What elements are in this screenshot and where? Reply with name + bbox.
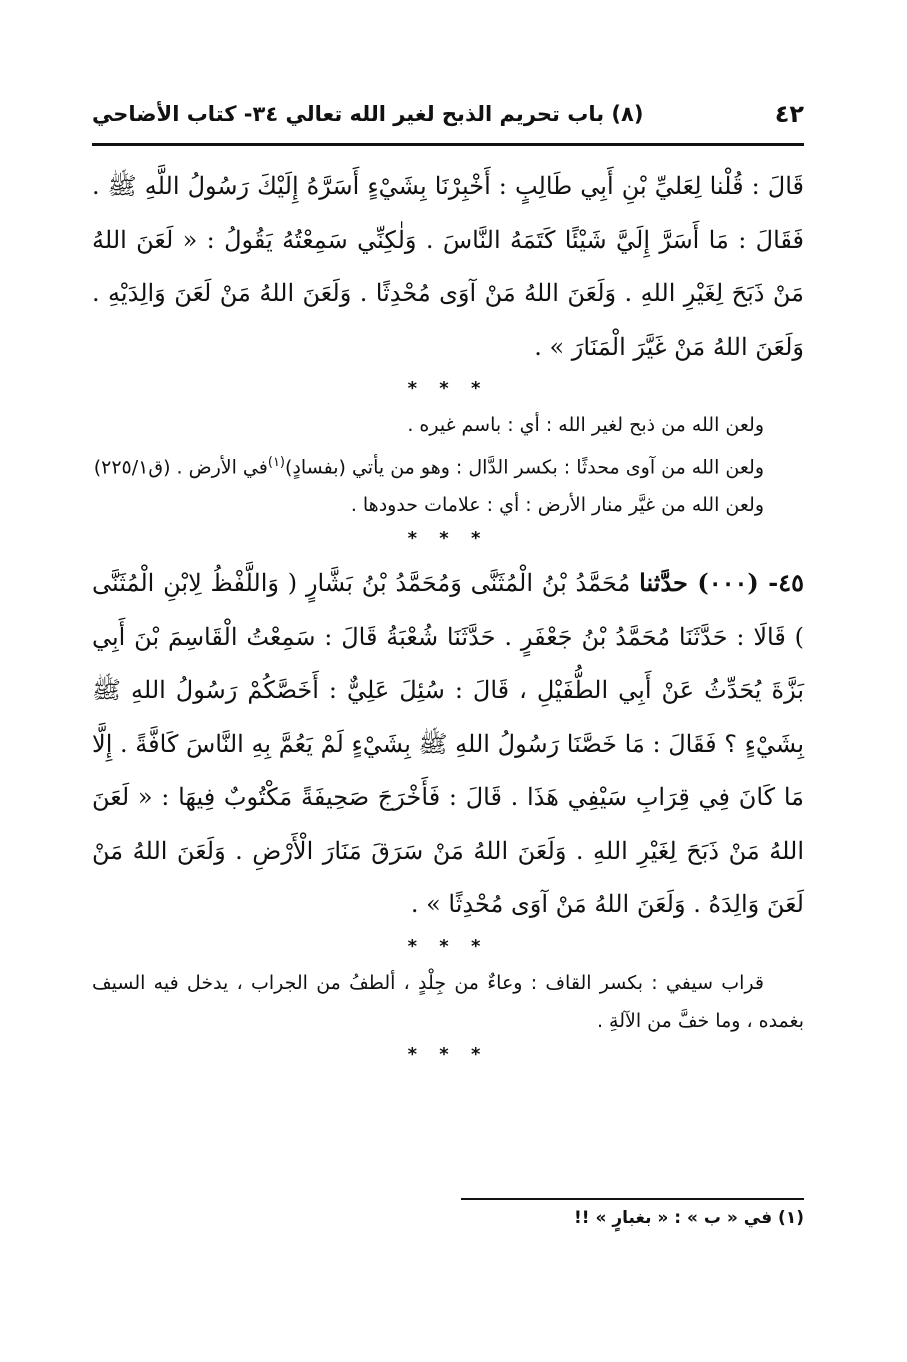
footnote-rule bbox=[461, 1198, 804, 1200]
section-separator: * * * bbox=[407, 935, 489, 957]
note-line bbox=[92, 444, 804, 486]
note-text: في الأرض . (ق٢٢٥/١) bbox=[93, 456, 268, 479]
section-separator: * * * bbox=[407, 528, 489, 550]
footnote-marker: (١) bbox=[267, 455, 285, 470]
section-separator: * * * bbox=[407, 378, 489, 399]
hadith-45-text bbox=[92, 556, 804, 932]
section-separator: * * * bbox=[407, 1043, 489, 1065]
note-line: قراب سيفي : بكسر القاف : وعاءٌ من جِلْدٍ ، ألطفُ من الجراب ، يدخل فيه السيف بغمده ، وما خفَّ من الآلةِ . bbox=[92, 971, 804, 1032]
hadith-44-text: قَالَ : قُلْنا لِعَليِّ بْنِ أَبِي طَالِبٍ : أَخْبِرْنَا بِشَيْءٍ أَسَرَّهُ إِلَيْكَ رَسُولُ اللَّهِ ﷺ . فَقَالَ : مَا أَسَرَّ إِلَيَّ شَيْئًا كَتَمَهُ النَّاسَ . وَلٰكِنِّي سَمِعْتُهُ يَقُولُ : « لَعَنَ اللهُ مَنْ ذَبَحَ لِغَيْرِ اللهِ . وَلَعَنَ اللهُ مَنْ آوَى مُحْدِثًا . وَلَعَنَ اللهُ مَنْ لَعَنَ وَالِدَيْهِ . وَلَعَنَ اللهُ مَنْ غَيَّرَ الْمَنَارَ » . bbox=[92, 172, 804, 361]
page-body bbox=[92, 160, 804, 1072]
note-line: ولعن الله من ذبح لغير الله : أي : باسم غيره . bbox=[407, 414, 764, 436]
footnote: (١) في « ب » : « بغبارٍ » !! bbox=[574, 1208, 804, 1228]
page-number: ٤٢ bbox=[774, 100, 804, 128]
note-text: ولعن الله من آوى محدثًا : بكسر الدَّال : وهو من يأتي (بفسادٍ) bbox=[285, 456, 764, 479]
note-line: ولعن الله من غيَّر منار الأرض : أي : علامات حدودها . bbox=[350, 494, 764, 517]
page-header bbox=[92, 98, 804, 148]
hadith-body: مُحَمَّدُ بْنُ الْمُثَنَّى وَمُحَمَّدُ بْنُ بَشَّارٍ ( وَاللَّفْظُ لِابْنِ الْمُثَنَّى ) قَالَا : حَدَّثَنَا مُحَمَّدُ بْنُ جَعْفَرٍ . حَدَّثَنَا شُعْبَةُ قَالَ : سَمِعْتُ الْقَاسِمَ بْنَ أَبِي بَزَّةَ يُحَدِّثُ عَنْ أَبِي الطُّفَيْلِ ، قَالَ : سُئِلَ عَلِيٌّ : أَخَصَّكُمْ رَسُولُ اللهِ ﷺ بِشَيْءٍ ؟ فَقَالَ : مَا خَصَّنَا رَسُولُ اللهِ ﷺ بِشَيْءٍ لَمْ يَعُمَّ بِهِ النَّاسَ كَافَّةً . إِلَّا مَا كَانَ فِي قِرَابِ سَيْفِي هَذَا . قَالَ : فَأَخْرَجَ صَحِيفَةً مَكْتُوبٌ فِيهَا : « لَعَنَ اللهُ مَنْ ذَبَحَ لِغَيْرِ اللهِ . وَلَعَنَ اللهُ مَنْ سَرَقَ مَنَارَ الْأَرْضِ . وَلَعَنَ اللهُ مَنْ لَعَنَ وَالِدَهُ . وَلَعَنَ اللهُ مَنْ آوَى مُحْدِثًا » . bbox=[92, 569, 805, 919]
header-rule bbox=[92, 143, 804, 146]
running-title: (٨) باب تحريم الذبح لغير الله تعالي ٣٤- كتاب الأضاحي bbox=[92, 102, 644, 126]
hadith-number: ٤٥- (٠٠٠) حدَّثنا bbox=[639, 568, 804, 598]
